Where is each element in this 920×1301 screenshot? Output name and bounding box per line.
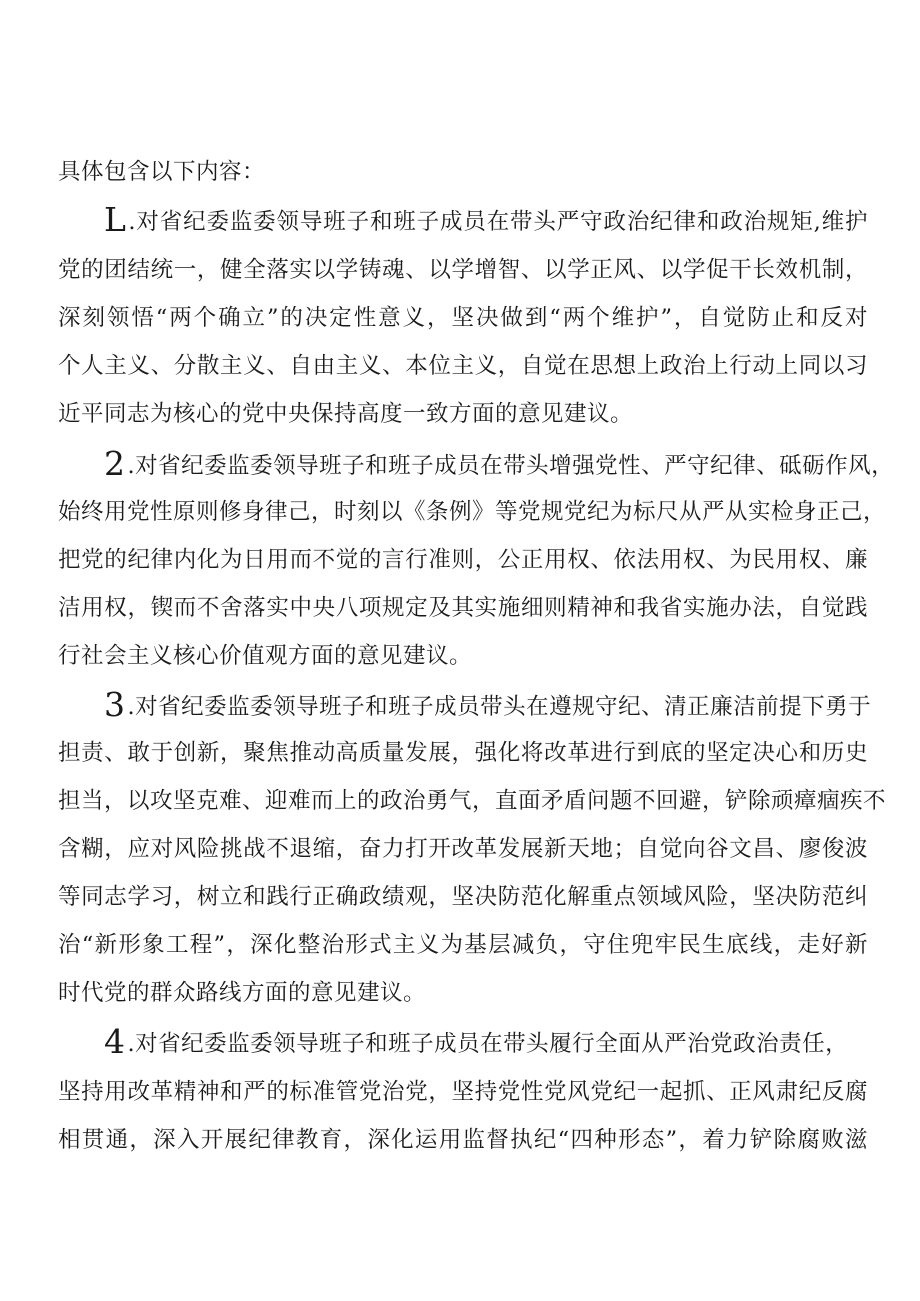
item-2-text-3: 把党的纪律内化为日用而不觉的言行准则，公正用权、依法用权、为民用权、廉 [58,547,868,573]
item-1-text-3: 深刻领悟“两个确立”的决定性意义，坚决做到“两个维护”，自觉防止和反对 [58,305,868,331]
item-3-line-4 [58,829,868,869]
item-3-line-6 [58,925,868,965]
item-1-text-2: 党的团结统一，健全落实以学铸魂、以学增智、以学正风、以学促干长效机制， [58,257,868,283]
item-3-text-5: 等同志学习，树立和践行正确政绩观，坚决防范化解重点领域风险，坚决防范纠 [58,884,868,910]
item-3-line-5 [58,877,868,917]
item-1-text-4: 个人主义、分散主义、自由主义、本位主义，自觉在思想上政治上行动上同以习 [58,353,868,379]
item-3-line-3 [58,781,887,821]
item-3-line-1 [104,685,872,725]
item-1-line-2 [58,250,868,290]
item-2-line-4 [58,588,868,628]
item-2-line-3 [58,540,868,580]
item-3-marker: 3 [104,685,126,724]
item-3-line-2 [58,733,868,773]
item-1-line-5 [58,394,633,434]
item-2-text-4: 洁用权，锲而不舍落实中央八项规定及其实施细则精神和我省实施办法，自觉践 [58,595,868,621]
item-2-line-1 [104,444,895,484]
item-3-line-7 [58,973,426,1013]
item-3-text-7: 时代党的群众路线方面的意见建议。 [58,980,427,1006]
item-2-marker: 2 [104,444,126,483]
item-1-text-5: 近平同志为核心的党中央保持高度一致方面的意见建议。 [58,401,634,427]
item-1-line-4 [58,346,868,386]
intro-text: 具体包含以下内容： [58,159,266,185]
item-1-line-1 [104,200,868,240]
item-4-marker: 4 [104,1022,126,1061]
item-4-line-2 [58,1072,868,1112]
item-4-line-1 [104,1022,848,1062]
item-4-text-1: .对省纪委监委领导班子和班子成员在带头履行全面从严治党政治责任， [127,1031,849,1057]
item-3-text-6: 治“新形象工程”，深化整治形式主义为基层减负，守住兜牢民生底线，走好新 [58,932,868,958]
intro-line [58,152,265,192]
item-2-text-1: .对省纪委监委领导班子和班子成员在带头增强党性、严守纪律、砥砺作风， [127,453,895,479]
item-1-text-1: .对省纪委监委领导班子和班子成员在带头严守政治纪律和政治规矩,维护 [128,209,868,235]
item-2-text-2: 始终用党性原则修身律己，时刻以《条例》等党规党纪为标尺从严从实检身正己， [58,499,887,525]
item-3-text-4: 含糊，应对风险挑战不退缩，奋力打开改革发展新天地；自觉向谷文昌、廖俊波 [58,836,868,862]
item-4-text-3: 相贯通，深入开展纪律教育，深化运用监督执纪“四种形态”，着力铲除腐败滋 [58,1127,868,1153]
item-1-marker: L [104,200,127,239]
item-4-text-2: 坚持用改革精神和严的标准管党治党，坚持党性党风党纪一起抓、正风肃纪反腐 [58,1079,868,1105]
item-2-line-5 [58,636,472,676]
item-3-text-3: 担当，以攻坚克难、迎难而上的政治勇气，直面矛盾问题不回避，铲除顽瘴痼疾不 [58,788,887,814]
item-2-line-2 [58,492,887,532]
item-3-text-1: .对省纪委监委领导班子和班子成员带头在遵规守纪、清正廉洁前提下勇于 [127,694,872,720]
item-3-text-2: 担责、敢于创新，聚焦推动高质量发展，强化将改革进行到底的坚定决心和历史 [58,740,868,766]
item-4-line-3 [58,1120,868,1160]
item-2-text-5: 行社会主义核心价值观方面的意见建议。 [58,643,473,669]
item-1-line-3 [58,298,868,338]
